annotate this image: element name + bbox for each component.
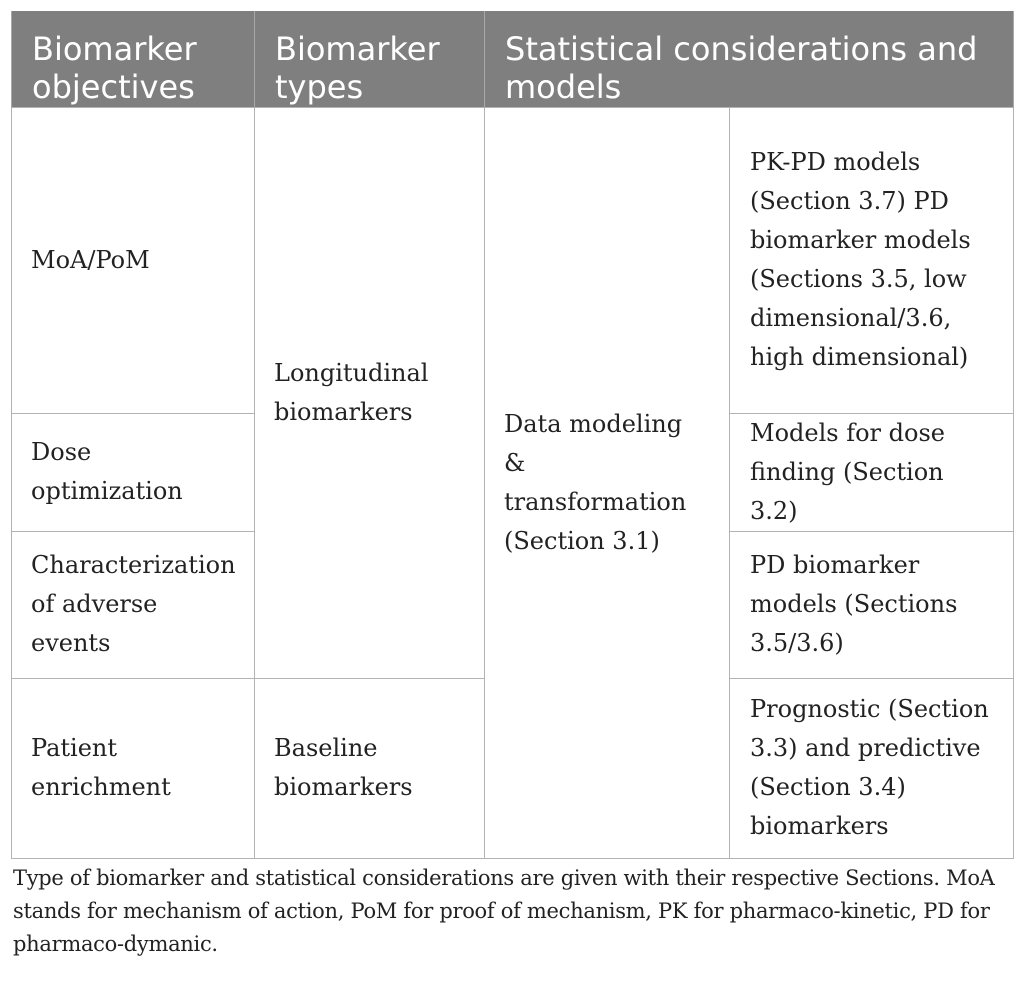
header-types: Biomarker types: [255, 11, 485, 107]
objective-dose-optimization: Dose optimization: [12, 413, 255, 531]
table-footnote: Type of biomarker and statistical considerations are given with their respective Sections. MoA stands for mechanism of action, PoM for proof of mechanism, PK for pharmaco-kinetic, PD for pharmaco-dymanic.: [13, 866, 995, 956]
table-row: [12, 107, 1014, 413]
biomarker-table: [11, 11, 1014, 859]
header-objectives: Biomarker objectives: [12, 11, 255, 107]
type-longitudinal: Longitudinal biomarkers: [255, 107, 485, 678]
objective-moa-pom: MoA/PoM: [12, 107, 255, 413]
type-baseline: Baseline biomarkers: [255, 678, 485, 858]
header-statistical: Statistical considerations and models: [485, 11, 1014, 107]
models-moa-pom: PK-PD models (Section 3.7) PD biomarker models (Sections 3.5, low dimensional/3.6, high dimensional): [730, 107, 1014, 413]
data-modeling-cell: Data modeling & transformation (Section 3.1): [485, 107, 730, 858]
models-dose-optimization: Models for dose finding (Section 3.2): [730, 413, 1014, 531]
objective-adverse-events: Characterization of adverse events: [12, 531, 255, 678]
header-row: [12, 11, 1014, 107]
models-adverse-events: PD biomarker models (Sections 3.5/3.6): [730, 531, 1014, 678]
models-patient-enrichment: Prognostic (Section 3.3) and predictive (Section 3.4) biomarkers: [730, 678, 1014, 858]
objective-patient-enrichment: Patient enrichment: [12, 678, 255, 858]
